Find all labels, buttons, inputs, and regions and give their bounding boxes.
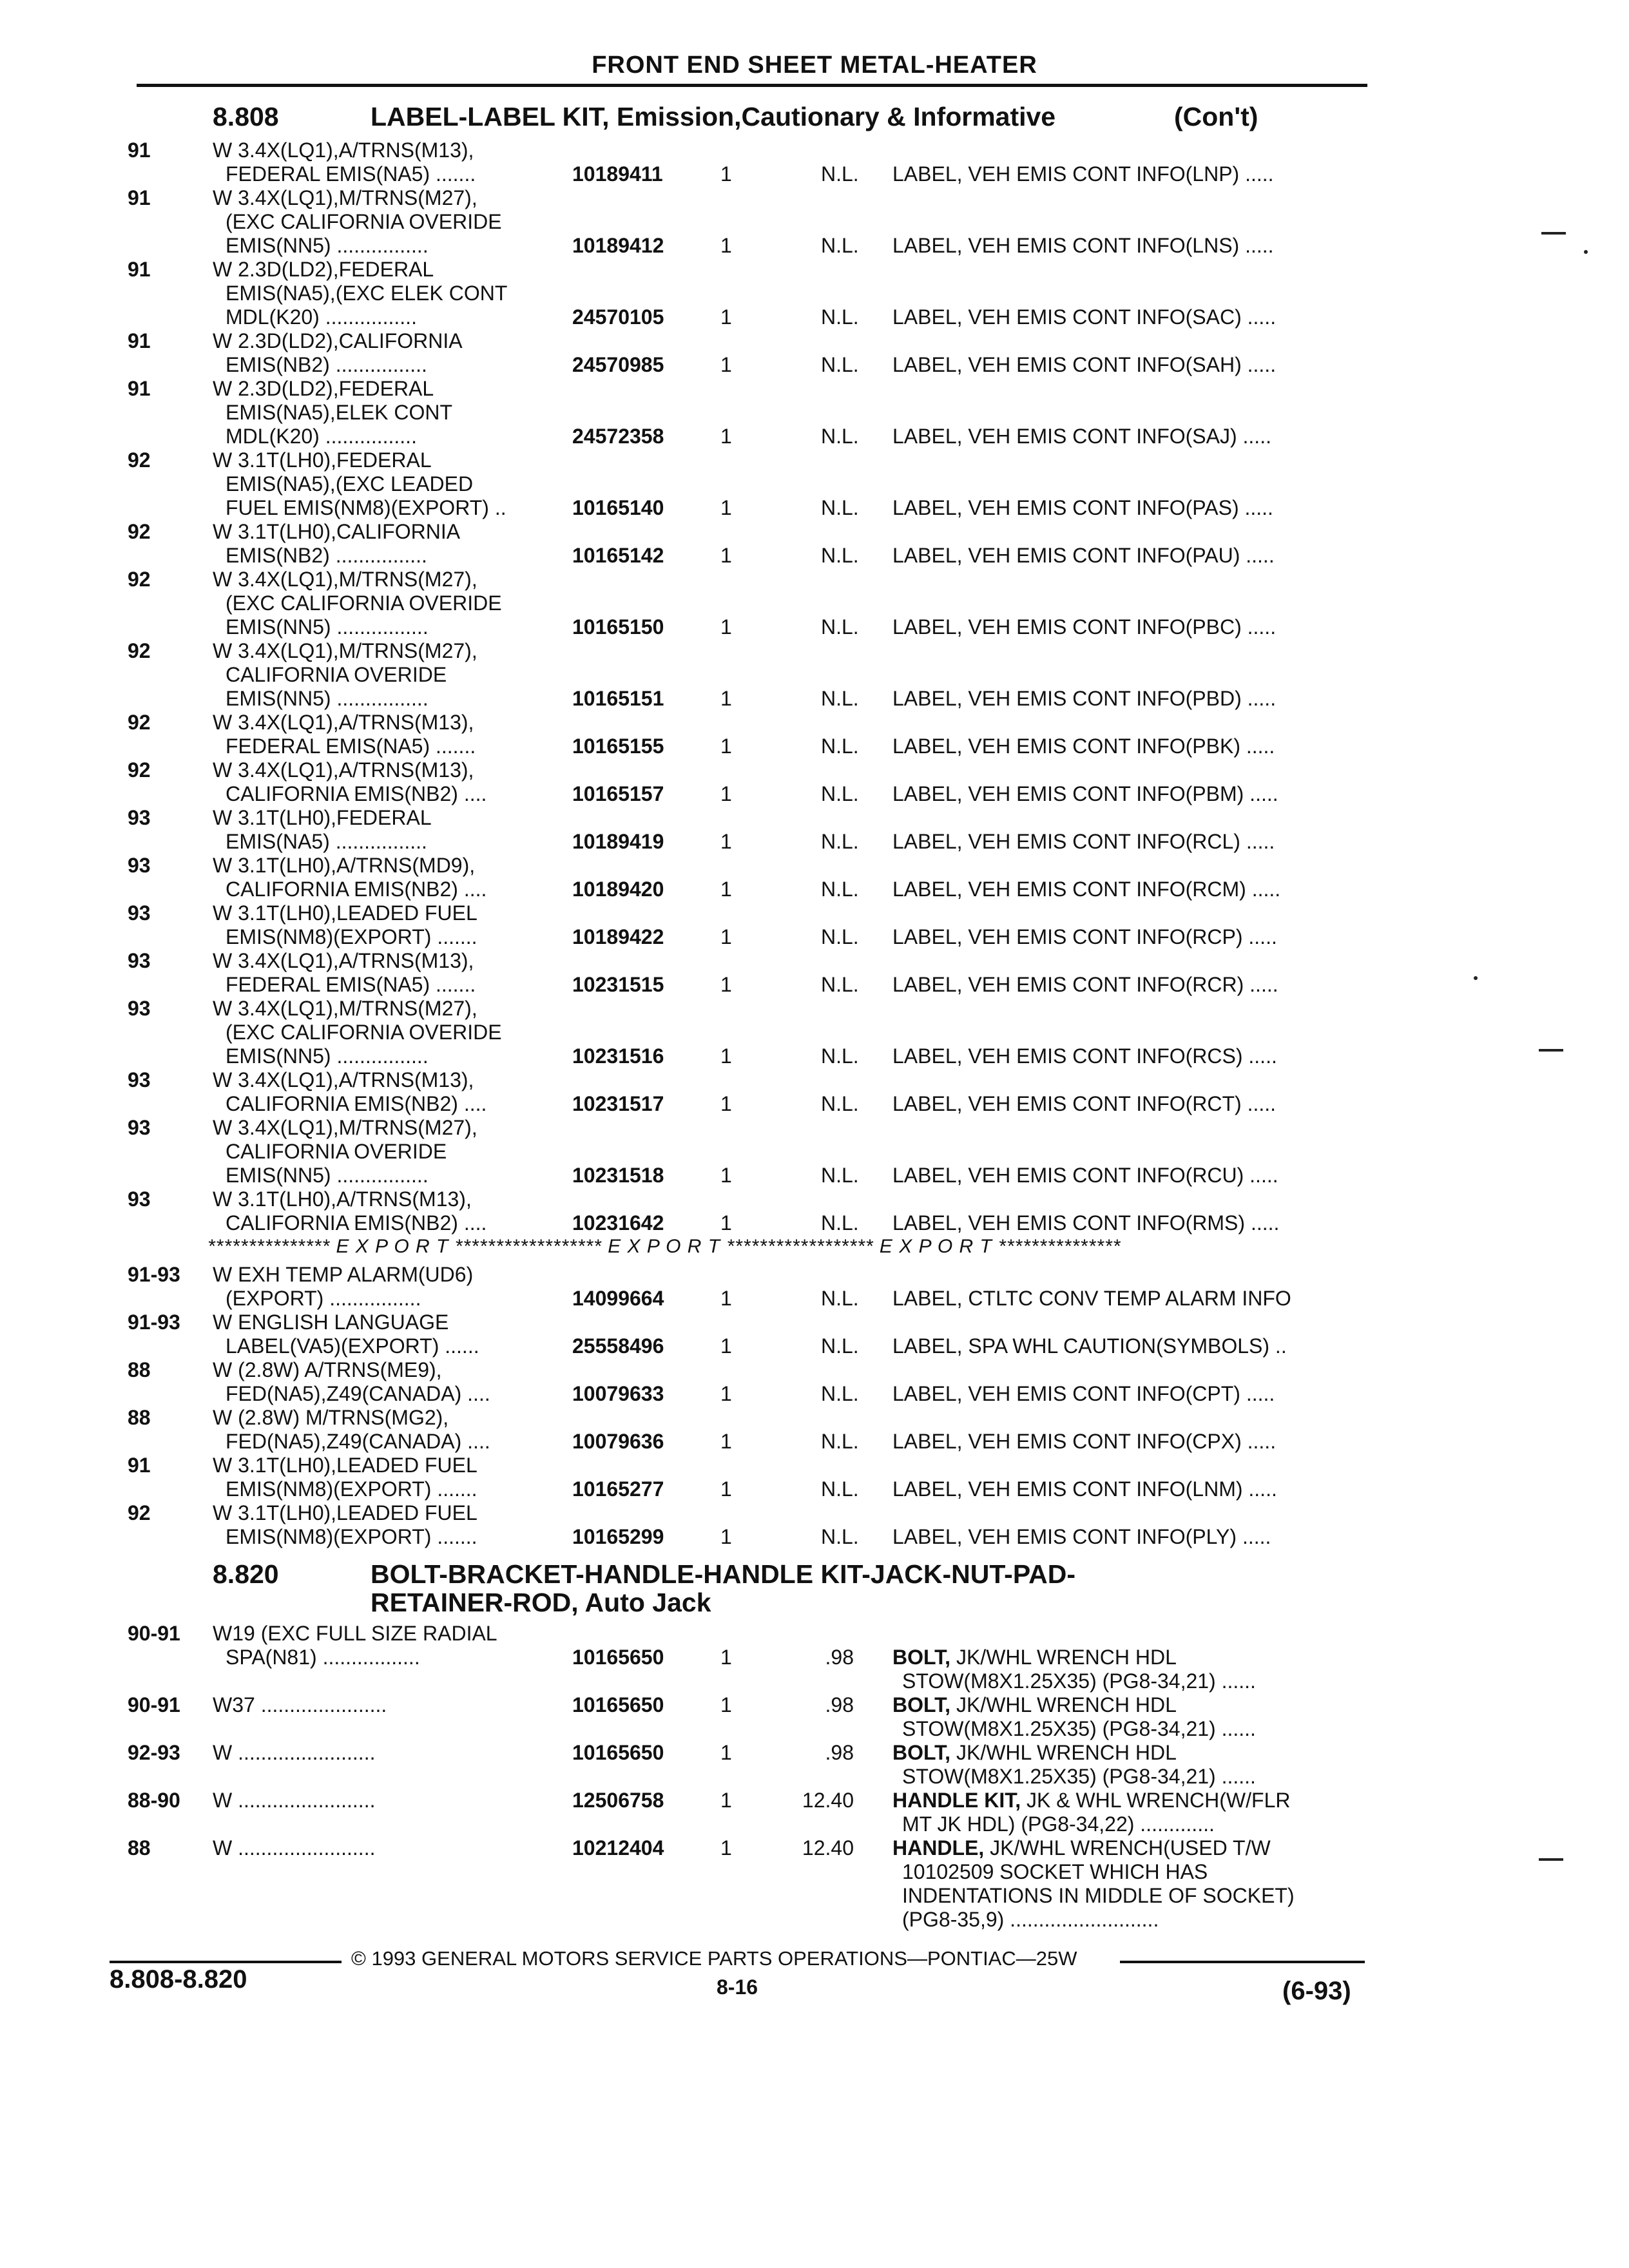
- part-number: 10079633: [572, 1382, 664, 1405]
- part-description: LABEL, CTLTC CONV TEMP ALARM INFO: [892, 1287, 1291, 1310]
- part-number: 10165151: [572, 687, 664, 710]
- part-description: LABEL, VEH EMIS CONT INFO(RCS) .....: [892, 1044, 1277, 1068]
- price: N.L.: [821, 1044, 859, 1068]
- price: N.L.: [821, 973, 859, 996]
- application-text: CALIFORNIA EMIS(NB2) ....: [226, 1092, 487, 1115]
- price: N.L.: [821, 305, 859, 329]
- application-text: (EXC CALIFORNIA OVERIDE: [226, 210, 502, 233]
- part-description: LABEL, VEH EMIS CONT INFO(LNP) .....: [892, 162, 1274, 186]
- part-description: LABEL, VEH EMIS CONT INFO(PAU) .....: [892, 544, 1275, 567]
- part-number: 10231518: [572, 1164, 664, 1187]
- quantity: 1: [720, 735, 732, 758]
- quantity: 1: [720, 1287, 732, 1310]
- scan-mark: [1474, 976, 1478, 980]
- model-year: 93: [128, 1187, 151, 1211]
- application-text: EMIS(NA5),ELEK CONT: [226, 401, 453, 424]
- copyright-text: © 1993 GENERAL MOTORS SERVICE PARTS OPERATIONS—PONTIAC—25W: [351, 1947, 1077, 1970]
- part-description: LABEL, VEH EMIS CONT INFO(PAS) .....: [892, 496, 1273, 519]
- model-year: 93: [128, 854, 151, 877]
- part-description: LABEL, VEH EMIS CONT INFO(RCP) .....: [892, 925, 1277, 948]
- part-description-continued: STOW(M8X1.25X35) (PG8-34,21) ......: [902, 1765, 1256, 1788]
- part-description: LABEL, VEH EMIS CONT INFO(PLY) .....: [892, 1525, 1271, 1548]
- part-number: 10165650: [572, 1693, 664, 1716]
- application-text: FEDERAL EMIS(NA5) .......: [226, 735, 476, 758]
- application-text: W 3.1T(LH0),A/TRNS(M13),: [213, 1187, 472, 1211]
- part-description-continued: INDENTATIONS IN MIDDLE OF SOCKET): [902, 1884, 1295, 1907]
- model-year: 92: [128, 639, 151, 662]
- part-number: 10189419: [572, 830, 664, 853]
- part-number: 10165150: [572, 615, 664, 639]
- part-number: 10165650: [572, 1741, 664, 1764]
- price: N.L.: [821, 878, 859, 901]
- part-description: [892, 1646, 1177, 1669]
- part-number: 10231515: [572, 973, 664, 996]
- price: N.L.: [821, 1430, 859, 1453]
- quantity: 1: [720, 1164, 732, 1187]
- price: N.L.: [821, 735, 859, 758]
- price: N.L.: [821, 1525, 859, 1548]
- quantity: 1: [720, 878, 732, 901]
- application-text: FED(NA5),Z49(CANADA) ....: [226, 1382, 490, 1405]
- part-description: LABEL, SPA WHL CAUTION(SYMBOLS) ..: [892, 1334, 1287, 1358]
- model-year: 93: [128, 1116, 151, 1139]
- scan-mark: [1539, 1049, 1563, 1052]
- part-number: 10079636: [572, 1430, 664, 1453]
- application-text: CALIFORNIA EMIS(NB2) ....: [226, 1211, 487, 1235]
- application-text: W 3.1T(LH0),LEADED FUEL: [213, 1501, 477, 1524]
- price: .98: [825, 1741, 854, 1764]
- model-year: 91-93: [128, 1263, 180, 1286]
- application-text: EMIS(NA5) ................: [226, 830, 427, 853]
- part-description: LABEL, VEH EMIS CONT INFO(RCT) .....: [892, 1092, 1277, 1115]
- model-year: 91: [128, 377, 151, 400]
- part-detail: JK & WHL WRENCH(W/FLR: [1021, 1789, 1291, 1812]
- application-text: (EXPORT) ................: [226, 1287, 421, 1310]
- part-detail: JK/WHL WRENCH HDL: [950, 1741, 1177, 1764]
- application-text: W (2.8W) M/TRNS(MG2),: [213, 1406, 449, 1429]
- part-description: LABEL, VEH EMIS CONT INFO(PBK) .....: [892, 735, 1275, 758]
- part-number: 10189412: [572, 234, 664, 257]
- model-year: 91: [128, 1454, 151, 1477]
- application-text: W19 (EXC FULL SIZE RADIAL: [213, 1622, 497, 1645]
- application-text: W 3.4X(LQ1),M/TRNS(M27),: [213, 186, 477, 209]
- section-title: BOLT-BRACKET-HANDLE-HANDLE KIT-JACK-NUT-PAD-: [371, 1559, 1076, 1589]
- application-text: MDL(K20) ................: [226, 305, 417, 329]
- part-description-continued: STOW(M8X1.25X35) (PG8-34,21) ......: [902, 1669, 1256, 1693]
- part-number: 24572358: [572, 425, 664, 448]
- part-description: LABEL, VEH EMIS CONT INFO(LNS) .....: [892, 234, 1274, 257]
- price: N.L.: [821, 1164, 859, 1187]
- part-description: [892, 1836, 1271, 1860]
- application-text: EMIS(NB2) ................: [226, 544, 427, 567]
- application-text: FEDERAL EMIS(NA5) .......: [226, 162, 476, 186]
- part-name: BOLT,: [892, 1693, 951, 1716]
- section-number: 8.820: [213, 1559, 279, 1589]
- footer-page-number: 8-16: [717, 1975, 758, 1999]
- part-description-continued: STOW(M8X1.25X35) (PG8-34,21) ......: [902, 1717, 1256, 1740]
- quantity: 1: [720, 496, 732, 519]
- model-year: 91-93: [128, 1311, 180, 1334]
- part-number: 10212404: [572, 1836, 664, 1860]
- application-text: EMIS(NN5) ................: [226, 1164, 429, 1187]
- part-number: 10231517: [572, 1092, 664, 1115]
- quantity: 1: [720, 1334, 732, 1358]
- quantity: 1: [720, 925, 732, 948]
- part-description: LABEL, VEH EMIS CONT INFO(SAJ) .....: [892, 425, 1271, 448]
- application-text: W 3.4X(LQ1),M/TRNS(M27),: [213, 997, 477, 1020]
- application-text: FEDERAL EMIS(NA5) .......: [226, 973, 476, 996]
- part-description: LABEL, VEH EMIS CONT INFO(CPT) .....: [892, 1382, 1275, 1405]
- application-text: W ........................: [213, 1741, 376, 1764]
- price: N.L.: [821, 782, 859, 805]
- price: N.L.: [821, 425, 859, 448]
- price: N.L.: [821, 544, 859, 567]
- part-description-continued: 10102509 SOCKET WHICH HAS: [902, 1860, 1208, 1883]
- model-year: 91: [128, 258, 151, 281]
- section-title-line2: RETAINER-ROD, Auto Jack: [371, 1588, 711, 1617]
- price: N.L.: [821, 830, 859, 853]
- part-description-continued: (PG8-35,9) ..........................: [902, 1908, 1159, 1931]
- price: N.L.: [821, 162, 859, 186]
- part-description: LABEL, VEH EMIS CONT INFO(RCU) .....: [892, 1164, 1278, 1187]
- application-text: W 3.1T(LH0),CALIFORNIA: [213, 520, 461, 543]
- scan-mark: [1584, 250, 1588, 254]
- model-year: 88: [128, 1406, 151, 1429]
- model-year: 93: [128, 949, 151, 972]
- application-text: CALIFORNIA EMIS(NB2) ....: [226, 782, 487, 805]
- quantity: 1: [720, 1092, 732, 1115]
- part-number: 10165155: [572, 735, 664, 758]
- part-description: LABEL, VEH EMIS CONT INFO(CPX) .....: [892, 1430, 1277, 1453]
- application-text: SPA(N81) .................: [226, 1646, 420, 1669]
- application-text: W ........................: [213, 1789, 376, 1812]
- application-text: EMIS(NB2) ................: [226, 353, 427, 376]
- section-title: LABEL-LABEL KIT, Emission,Cautionary & Informative: [371, 102, 1056, 131]
- part-description: LABEL, VEH EMIS CONT INFO(PBC) .....: [892, 615, 1277, 639]
- model-year: 90-91: [128, 1693, 180, 1716]
- application-text: W 3.1T(LH0),A/TRNS(MD9),: [213, 854, 476, 877]
- part-number: 10165277: [572, 1477, 664, 1501]
- application-text: CALIFORNIA EMIS(NB2) ....: [226, 878, 487, 901]
- part-description: LABEL, VEH EMIS CONT INFO(RCM) .....: [892, 878, 1281, 901]
- model-year: 91: [128, 139, 151, 162]
- application-text: W 3.4X(LQ1),M/TRNS(M27),: [213, 1116, 477, 1139]
- quantity: 1: [720, 1211, 732, 1235]
- quantity: 1: [720, 973, 732, 996]
- part-name: HANDLE KIT,: [892, 1789, 1021, 1812]
- page-title: FRONT END SHEET METAL-HEATER: [592, 52, 1037, 79]
- part-description: LABEL, VEH EMIS CONT INFO(PBM) .....: [892, 782, 1278, 805]
- application-text: W 3.4X(LQ1),M/TRNS(M27),: [213, 568, 477, 591]
- application-text: W 2.3D(LD2),CALIFORNIA: [213, 329, 463, 352]
- quantity: 1: [720, 1525, 732, 1548]
- quantity: 1: [720, 1382, 732, 1405]
- model-year: 93: [128, 997, 151, 1020]
- part-number: 24570105: [572, 305, 664, 329]
- application-text: EMIS(NM8)(EXPORT) .......: [226, 1525, 477, 1548]
- application-text: EMIS(NA5),(EXC LEADED: [226, 472, 474, 495]
- application-text: W 3.4X(LQ1),A/TRNS(M13),: [213, 711, 474, 734]
- application-text: W 3.4X(LQ1),A/TRNS(M13),: [213, 139, 474, 162]
- part-description: LABEL, VEH EMIS CONT INFO(SAC) .....: [892, 305, 1277, 329]
- quantity: 1: [720, 1741, 732, 1764]
- application-text: EMIS(NM8)(EXPORT) .......: [226, 1477, 477, 1501]
- application-text: W (2.8W) A/TRNS(ME9),: [213, 1358, 442, 1381]
- quantity: 1: [720, 162, 732, 186]
- price: N.L.: [821, 1092, 859, 1115]
- part-description: LABEL, VEH EMIS CONT INFO(RCL) .....: [892, 830, 1275, 853]
- quantity: 1: [720, 1789, 732, 1812]
- application-text: (EXC CALIFORNIA OVERIDE: [226, 1021, 502, 1044]
- part-number: 25558496: [572, 1334, 664, 1358]
- application-text: W37 ......................: [213, 1693, 387, 1716]
- application-text: W ENGLISH LANGUAGE: [213, 1311, 449, 1334]
- part-description: LABEL, VEH EMIS CONT INFO(RCR) .....: [892, 973, 1278, 996]
- application-text: EMIS(NA5),(EXC ELEK CONT: [226, 282, 508, 305]
- price: N.L.: [821, 1334, 859, 1358]
- part-description: LABEL, VEH EMIS CONT INFO(RMS) .....: [892, 1211, 1280, 1235]
- application-text: FUEL EMIS(NM8)(EXPORT) ..: [226, 496, 506, 519]
- quantity: 1: [720, 1693, 732, 1716]
- part-number: 10231516: [572, 1044, 664, 1068]
- part-description: LABEL, VEH EMIS CONT INFO(PBD) .....: [892, 687, 1277, 710]
- price: N.L.: [821, 1477, 859, 1501]
- section-continued: (Con't): [1174, 102, 1258, 131]
- application-text: W 3.1T(LH0),FEDERAL: [213, 448, 432, 472]
- price: N.L.: [821, 234, 859, 257]
- part-number: 10189420: [572, 878, 664, 901]
- part-number: 10231642: [572, 1211, 664, 1235]
- model-year: 93: [128, 901, 151, 925]
- price: N.L.: [821, 496, 859, 519]
- price: N.L.: [821, 1211, 859, 1235]
- section-number: 8.808: [213, 102, 279, 131]
- application-text: W 3.4X(LQ1),A/TRNS(M13),: [213, 758, 474, 782]
- part-description: [892, 1741, 1177, 1764]
- model-year: 92: [128, 758, 151, 782]
- model-year: 92: [128, 520, 151, 543]
- quantity: 1: [720, 1477, 732, 1501]
- model-year: 92: [128, 448, 151, 472]
- part-number: 10165157: [572, 782, 664, 805]
- footer-date: (6-93): [1282, 1977, 1351, 2005]
- application-text: W ........................: [213, 1836, 376, 1860]
- part-description-continued: MT JK HDL) (PG8-34,22) .............: [902, 1812, 1215, 1836]
- model-year: 91: [128, 186, 151, 209]
- quantity: 1: [720, 782, 732, 805]
- quantity: 1: [720, 1430, 732, 1453]
- price: N.L.: [821, 1287, 859, 1310]
- model-year: 90-91: [128, 1622, 180, 1645]
- application-text: MDL(K20) ................: [226, 425, 417, 448]
- part-detail: JK/WHL WRENCH HDL: [950, 1693, 1177, 1716]
- application-text: W 3.1T(LH0),FEDERAL: [213, 806, 432, 829]
- footer-section-range: 8.808-8.820: [110, 1965, 247, 1994]
- price: N.L.: [821, 687, 859, 710]
- model-year: 92-93: [128, 1741, 180, 1764]
- model-year: 88: [128, 1358, 151, 1381]
- application-text: W 3.4X(LQ1),A/TRNS(M13),: [213, 1068, 474, 1091]
- part-detail: JK/WHL WRENCH HDL: [950, 1646, 1177, 1669]
- price: 12.40: [802, 1789, 854, 1812]
- application-text: W 3.1T(LH0),LEADED FUEL: [213, 1454, 477, 1477]
- price: 12.40: [802, 1836, 854, 1860]
- quantity: 1: [720, 305, 732, 329]
- part-number: 10165650: [572, 1646, 664, 1669]
- part-number: 10189422: [572, 925, 664, 948]
- model-year: 92: [128, 711, 151, 734]
- quantity: 1: [720, 544, 732, 567]
- footer-rule-left: [110, 1961, 342, 1963]
- application-text: W 3.1T(LH0),LEADED FUEL: [213, 901, 477, 925]
- part-description: [892, 1789, 1290, 1812]
- application-text: LABEL(VA5)(EXPORT) ......: [226, 1334, 479, 1358]
- model-year: 88: [128, 1836, 151, 1860]
- application-text: W EXH TEMP ALARM(UD6): [213, 1263, 474, 1286]
- application-text: EMIS(NN5) ................: [226, 687, 429, 710]
- part-description: LABEL, VEH EMIS CONT INFO(SAH) .....: [892, 353, 1277, 376]
- quantity: 1: [720, 1646, 732, 1669]
- export-separator: *************** E X P O R T ****************** E X P O R T ****************** E X P O R T ***************: [207, 1236, 1121, 1257]
- application-text: EMIS(NN5) ................: [226, 615, 429, 639]
- part-description: LABEL, VEH EMIS CONT INFO(LNM) .....: [892, 1477, 1277, 1501]
- part-name: HANDLE,: [892, 1836, 985, 1860]
- application-text: FED(NA5),Z49(CANADA) ....: [226, 1430, 490, 1453]
- application-text: W 3.4X(LQ1),M/TRNS(M27),: [213, 639, 477, 662]
- model-year: 93: [128, 806, 151, 829]
- part-number: 14099664: [572, 1287, 664, 1310]
- price: N.L.: [821, 353, 859, 376]
- part-number: 10165142: [572, 544, 664, 567]
- part-number: 24570985: [572, 353, 664, 376]
- application-text: W 3.4X(LQ1),A/TRNS(M13),: [213, 949, 474, 972]
- part-name: BOLT,: [892, 1646, 951, 1669]
- part-number: 10189411: [572, 162, 663, 186]
- quantity: 1: [720, 615, 732, 639]
- price: N.L.: [821, 615, 859, 639]
- footer-rule-right: [1120, 1961, 1365, 1963]
- part-number: 10165299: [572, 1525, 664, 1548]
- part-description: [892, 1693, 1177, 1716]
- application-text: W 2.3D(LD2),FEDERAL: [213, 377, 434, 400]
- price: N.L.: [821, 1382, 859, 1405]
- model-year: 92: [128, 1501, 151, 1524]
- part-name: BOLT,: [892, 1741, 951, 1764]
- model-year: 91: [128, 329, 151, 352]
- application-text: EMIS(NN5) ................: [226, 1044, 429, 1068]
- part-detail: JK/WHL WRENCH(USED T/W: [984, 1836, 1271, 1860]
- application-text: W 2.3D(LD2),FEDERAL: [213, 258, 434, 281]
- model-year: 92: [128, 568, 151, 591]
- quantity: 1: [720, 425, 732, 448]
- quantity: 1: [720, 234, 732, 257]
- quantity: 1: [720, 830, 732, 853]
- quantity: 1: [720, 687, 732, 710]
- application-text: (EXC CALIFORNIA OVERIDE: [226, 591, 502, 615]
- price: .98: [825, 1693, 854, 1716]
- top-divider: [137, 84, 1367, 87]
- application-text: CALIFORNIA OVERIDE: [226, 663, 447, 686]
- application-text: EMIS(NN5) ................: [226, 234, 429, 257]
- model-year: 88-90: [128, 1789, 180, 1812]
- model-year: 93: [128, 1068, 151, 1091]
- quantity: 1: [720, 1836, 732, 1860]
- application-text: CALIFORNIA OVERIDE: [226, 1140, 447, 1163]
- scan-mark: [1541, 232, 1566, 235]
- scan-mark: [1539, 1858, 1563, 1861]
- quantity: 1: [720, 1044, 732, 1068]
- part-number: 12506758: [572, 1789, 664, 1812]
- price: .98: [825, 1646, 854, 1669]
- application-text: EMIS(NM8)(EXPORT) .......: [226, 925, 477, 948]
- part-number: 10165140: [572, 496, 664, 519]
- quantity: 1: [720, 353, 732, 376]
- price: N.L.: [821, 925, 859, 948]
